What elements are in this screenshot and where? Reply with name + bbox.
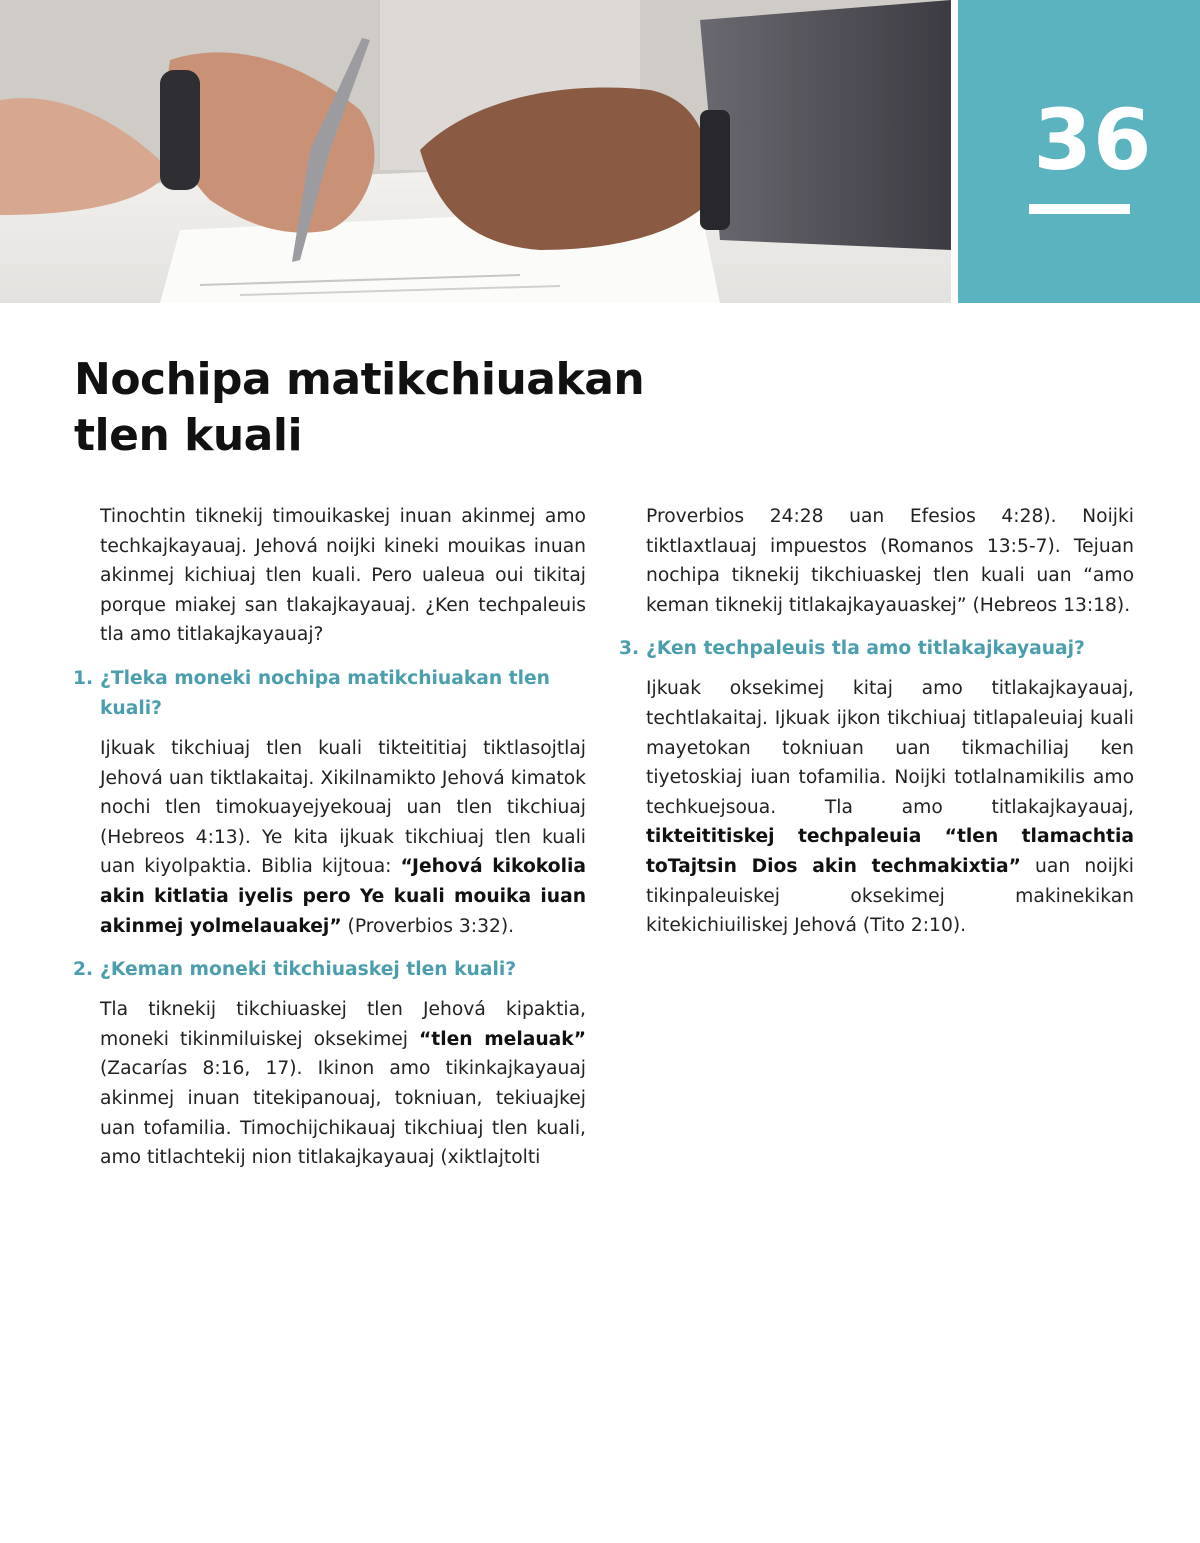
answer-2-continued: Proverbios 24:28 uan Efesios 4:28). Noijki tiktlaxtlauaj impuestos (Romanos 13:5-7). Tejuan nochipa tiknekij tikchiuaskej tlen kuali uan “amo keman tiknekij titlakajkayauaskej” (Hebreos 13:18).: [646, 506, 1134, 616]
intro-paragraph: Tinochtin tiknekij timouikaskej inuan akinmej amo techkajkayauaj. Jehová noijki kineki mouikas inuan akinmej kichiuaj tlen kuali. Pero ualeua oui tikitaj porque miakej san tlakajkayauaj. ¿Ken techpaleuis tla amo titlakajkayauaj?: [100, 506, 586, 646]
answer-1-paragraph: [100, 734, 586, 941]
question-3-text: ¿Ken techpaleuis tla amo titlakajkayauaj?: [646, 638, 1085, 660]
page-title: [74, 352, 774, 464]
question-2: [73, 955, 586, 985]
answer-1-text-a: Ijkuak tikchiuaj tlen kuali tikteititiaj tiktlasojtlaj Jehová uan tiktlakaitaj. Xikilnamikto Jehová kimatok nochi tlen timokuayejyekouaj uan tlen tikchiuaj (Hebreos 4:13). Ye kita ijkuak tikchiuaj tlen kuali uan kiyolpaktia. Biblia kijtoua:: [100, 737, 586, 878]
answer-2-paragraph: [100, 995, 586, 1173]
page-title-line-2: tlen kuali: [74, 410, 303, 461]
question-1-number: 1.: [73, 667, 94, 689]
handshake-photo-illustration: [0, 0, 951, 303]
hero-photo: [0, 0, 951, 303]
answer-1-text-b: (Proverbios 3:32).: [341, 915, 515, 937]
answer-2-scripture-quote: “tlen melauak”: [419, 1028, 586, 1050]
answer-3-text-a: Ijkuak oksekimej kitaj amo titlakajkayauaj, techtlakaitaj. Ijkuak ijkon tikchiuaj titlapaleuiaj kuali mayetokan tokniuan uan tikmachiliaj ken tiyetoskiaj iuan tofamilia. Noijki totlalnamikilis amo techkuejsoua. Tla amo titlakajkayauaj,: [646, 678, 1134, 818]
question-3-number: 3.: [619, 638, 640, 660]
answer-3-paragraph: [646, 674, 1134, 940]
lesson-number: 36: [1033, 91, 1153, 189]
page-title-line-1: Nochipa matikchiuakan: [74, 354, 645, 405]
question-1: [73, 664, 586, 724]
answer-3-scripture-quote: tikteititiskej techpaleuia “tlen tlamachtia toTajtsin Dios akin techmakixtia”: [646, 826, 1134, 877]
lesson-number-badge: [958, 0, 1200, 303]
left-column: [73, 502, 586, 1173]
lesson-number-underline: [1029, 204, 1130, 214]
right-column: [619, 502, 1134, 941]
answer-3-text-b: uan noijki tikinpaleuiskej oksekimej makinekikan kitekichiuiliskej Jehová (Tito 2:10).: [646, 855, 1134, 937]
answer-2-text-b: (Zacarías 8:16, 17). Ikinon amo tikinkajkayauaj akinmej inuan titekipanouaj, tokniuan, tekiuajkej uan tofamilia. Timochijchikauaj tikchiuaj tlen kuali, amo titlachtekij nion titlakajkayauaj (xiktlajtolti: [100, 1058, 586, 1169]
answer-1-scripture-quote: “Jehová kikokolia akin kitlatia iyelis pero Ye kuali mouika iuan akinmej yolmelauakej”: [100, 856, 586, 937]
answer-2-text-a: Tla tiknekij tikchiuaskej tlen Jehová kipaktia, moneki tikinmiluiskej oksekimej: [100, 999, 586, 1050]
question-3: [619, 634, 1134, 664]
question-2-text: ¿Keman moneki tikchiuaskej tlen kuali?: [100, 959, 517, 981]
question-2-number: 2.: [73, 959, 94, 981]
question-1-text: ¿Tleka moneki nochipa matikchiuakan tlen kuali?: [100, 667, 550, 719]
